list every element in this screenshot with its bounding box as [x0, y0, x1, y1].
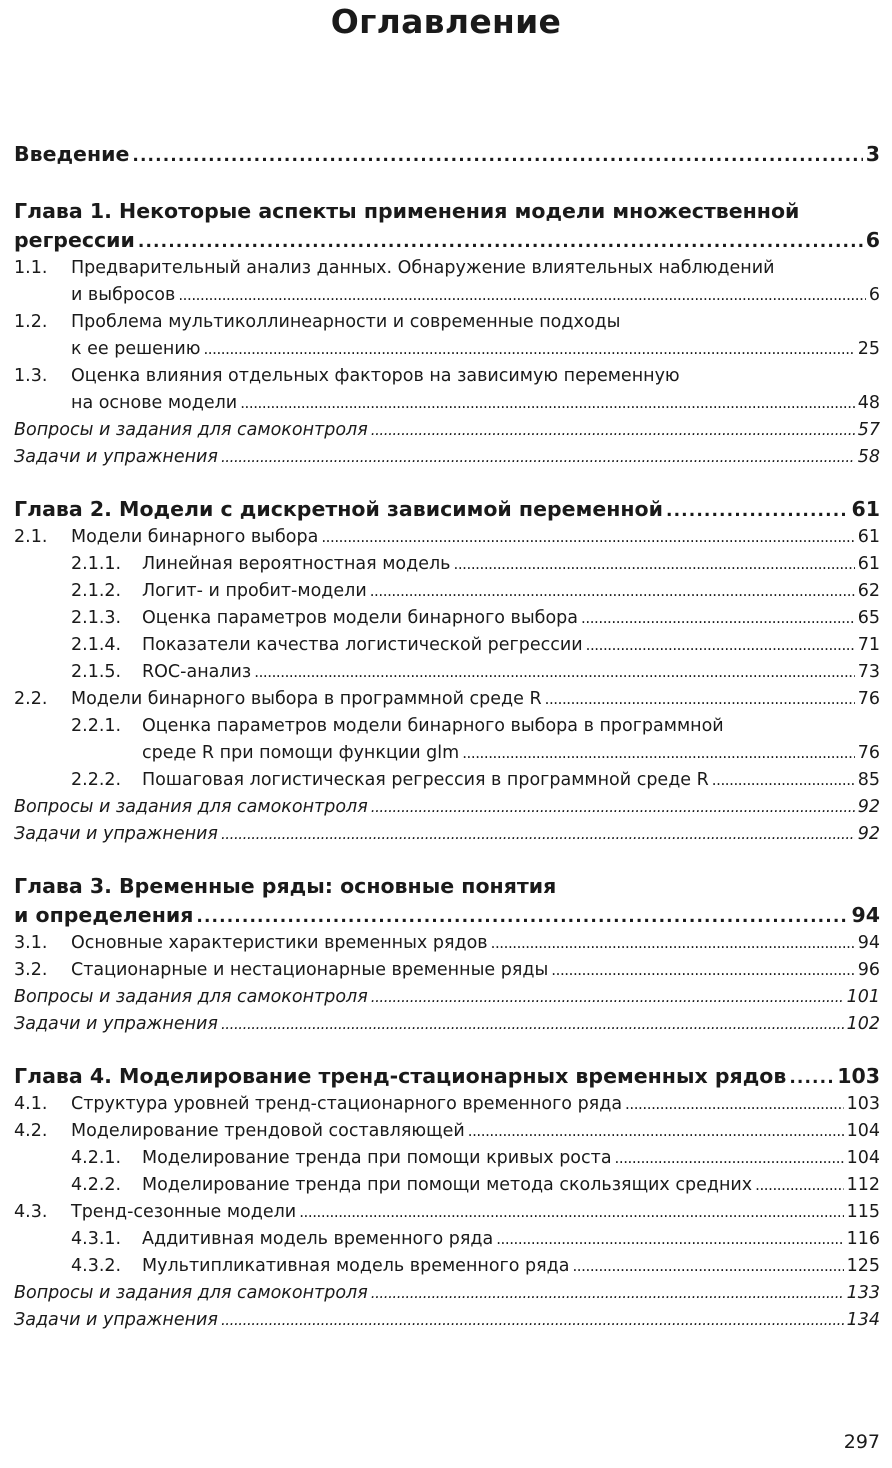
section-number: 1.2. [14, 312, 48, 332]
table-of-contents [14, 140, 880, 1334]
toc-entry-2-1-2[interactable] [14, 578, 880, 605]
entry-title: Задачи и упражнения [14, 1014, 218, 1034]
leader-dots [625, 1091, 844, 1118]
leader-dots [196, 901, 848, 932]
leader-dots [371, 417, 855, 444]
page-number: 92 [857, 824, 880, 844]
page-number: 48 [857, 393, 880, 413]
leader-dots [221, 1307, 844, 1334]
entry-title: Моделирование тренда при помощи метода скользящих средних [142, 1175, 753, 1195]
entry-title: Логит- и пробит-модели [142, 581, 367, 601]
section-number: 4.2.2. [71, 1175, 122, 1195]
page-number: 103 [846, 1094, 880, 1114]
page-number: 65 [857, 608, 880, 628]
leader-dots [132, 140, 862, 171]
page-folio: 297 [843, 1431, 880, 1453]
toc-entry-2-exercises[interactable] [14, 821, 880, 848]
toc-entry-3-exercises[interactable] [14, 1011, 880, 1038]
toc-entry-2-1-5[interactable] [14, 659, 880, 686]
page-number: 103 [837, 1064, 880, 1088]
toc-entry-4-2-2[interactable] [14, 1172, 880, 1199]
section-number: 4.2. [14, 1121, 48, 1141]
toc-entry-3-2[interactable] [14, 957, 880, 984]
entry-title-cont: на основе модели [71, 393, 238, 413]
leader-dots [370, 578, 855, 605]
page-number: 61 [857, 554, 880, 574]
chapter-title-line2: регрессии [14, 228, 135, 252]
section-number: 2.1.3. [71, 608, 122, 628]
entry-title: Вопросы и задания для самоконтроля [14, 1283, 368, 1303]
toc-chapter-1[interactable] [14, 197, 880, 255]
entry-title: Задачи и упражнения [14, 824, 218, 844]
entry-title: Основные характеристики временных рядов [71, 933, 488, 953]
page-number: 71 [857, 635, 880, 655]
page-number: 94 [851, 903, 880, 927]
toc-entry-2-1-3[interactable] [14, 605, 880, 632]
page-number: 115 [846, 1202, 880, 1222]
section-number: 2.2.1. [71, 716, 122, 736]
section-number: 2.1.4. [71, 635, 122, 655]
toc-entry-3-1[interactable] [14, 930, 880, 957]
leader-dots [581, 605, 855, 632]
leader-dots [254, 659, 854, 686]
section-number: 2.1.2. [71, 581, 122, 601]
toc-entry-4-questions[interactable] [14, 1280, 880, 1307]
entry-title: Показатели качества логистической регрессии [142, 635, 583, 655]
entry-title: Модели бинарного выбора в программной среде R [71, 689, 542, 709]
page-number: 6 [865, 228, 880, 252]
section-number: 4.3. [14, 1202, 48, 1222]
toc-entry-3-questions[interactable] [14, 984, 880, 1011]
page-number: 3 [865, 142, 880, 166]
leader-dots [468, 1118, 844, 1145]
section-number: 2.1.1. [71, 554, 122, 574]
leader-dots [299, 1199, 843, 1226]
leader-dots [615, 1145, 844, 1172]
entry-title: Задачи и упражнения [14, 447, 218, 467]
leader-dots [491, 930, 855, 957]
page-number: 96 [857, 960, 880, 980]
toc-entry-introduction[interactable] [14, 140, 880, 169]
chapter-title: Глава 2. Модели с дискретной зависимой переменной [14, 497, 664, 521]
toc-entry-4-3[interactable] [14, 1199, 880, 1226]
toc-entry-1-1[interactable] [14, 255, 880, 309]
page-number: 85 [857, 770, 880, 790]
section-number: 1.3. [14, 366, 48, 386]
leader-dots [371, 1280, 844, 1307]
toc-entry-1-2[interactable] [14, 309, 880, 363]
section-number: 4.3.2. [71, 1256, 122, 1276]
toc-entry-2-2-1[interactable] [14, 713, 880, 767]
chapter-title-line2: и определения [14, 903, 194, 927]
entry-title: Мультипликативная модель временного ряда [142, 1256, 570, 1276]
leader-dots [371, 794, 855, 821]
leader-dots [221, 1011, 844, 1038]
page-number: 73 [857, 662, 880, 682]
section-number: 4.1. [14, 1094, 48, 1114]
leader-dots [496, 1226, 843, 1253]
entry-title: Оценка параметров модели бинарного выбора [142, 608, 579, 628]
entry-title: Модели бинарного выбора [71, 527, 319, 547]
leader-dots [240, 390, 855, 417]
page-number: 62 [857, 581, 880, 601]
leader-dots [712, 767, 855, 794]
leader-dots [221, 444, 855, 471]
chapter-title-line1: Глава 1. Некоторые аспекты применения модели множественной [14, 199, 800, 223]
page-number: 61 [857, 527, 880, 547]
page-number: 133 [846, 1283, 880, 1303]
leader-dots [178, 282, 866, 309]
page-title: Оглавление [330, 2, 562, 41]
leader-dots [321, 524, 854, 551]
entry-title: Структура уровней тренд-стационарного временного ряда [71, 1094, 623, 1114]
toc-entry-2-2-2[interactable] [14, 767, 880, 794]
toc-entry-1-3[interactable] [14, 363, 880, 417]
toc-entry-4-3-1[interactable] [14, 1226, 880, 1253]
section-number: 2.2. [14, 689, 48, 709]
section-number: 4.2.1. [71, 1148, 122, 1168]
entry-title: Пошаговая логистическая регрессия в программной среде R [142, 770, 709, 790]
toc-chapter-2[interactable] [14, 495, 880, 524]
entry-title: Введение [14, 142, 130, 166]
leader-dots [371, 984, 844, 1011]
page-number: 58 [857, 447, 880, 467]
page-number: 125 [846, 1256, 880, 1276]
toc-entry-4-2-1[interactable] [14, 1145, 880, 1172]
toc-entry-2-1-1[interactable] [14, 551, 880, 578]
page-number: 104 [846, 1121, 880, 1141]
entry-title: Задачи и упражнения [14, 1310, 218, 1330]
entry-title: Оценка влияния отдельных факторов на зависимую переменную [71, 366, 680, 386]
entry-title: Вопросы и задания для самоконтроля [14, 987, 368, 1007]
toc-chapter-4[interactable] [14, 1062, 880, 1091]
entry-title-cont: и выбросов [71, 285, 176, 305]
entry-title: Тренд-сезонные модели [71, 1202, 297, 1222]
page-number: 134 [846, 1310, 880, 1330]
page-number: 104 [846, 1148, 880, 1168]
leader-dots [545, 686, 855, 713]
page-number: 102 [846, 1014, 880, 1034]
page-number: 25 [857, 339, 880, 359]
page-number: 76 [857, 689, 880, 709]
page-number: 112 [846, 1175, 880, 1195]
entry-title: Линейная вероятностная модель [142, 554, 451, 574]
toc-entry-2-1[interactable] [14, 524, 880, 551]
toc-entry-2-1-4[interactable] [14, 632, 880, 659]
entry-title-cont: к ее решению [71, 339, 201, 359]
leader-dots [666, 495, 848, 526]
leader-dots [453, 551, 854, 578]
section-number: 3.1. [14, 933, 48, 953]
leader-dots [138, 226, 863, 257]
page-number: 6 [868, 285, 880, 305]
entry-title: Оценка параметров модели бинарного выбора в программной [142, 716, 724, 736]
toc-entry-4-3-2[interactable] [14, 1253, 880, 1280]
section-number: 1.1. [14, 258, 48, 278]
section-number: 2.1. [14, 527, 48, 547]
page-number: 94 [857, 933, 880, 953]
toc-entry-4-2[interactable] [14, 1118, 880, 1145]
leader-dots [221, 821, 855, 848]
chapter-title-line1: Глава 3. Временные ряды: основные понятия [14, 874, 557, 898]
toc-chapter-3[interactable] [14, 872, 880, 930]
toc-entry-2-2[interactable] [14, 686, 880, 713]
section-number: 2.1.5. [71, 662, 122, 682]
entry-title: Аддитивная модель временного ряда [142, 1229, 494, 1249]
toc-entry-4-exercises[interactable] [14, 1307, 880, 1334]
entry-title: Предварительный анализ данных. Обнаружение влиятельных наблюдений [71, 258, 775, 278]
page-number: 92 [857, 797, 880, 817]
page-number: 76 [857, 743, 880, 763]
leader-dots [551, 957, 854, 984]
entry-title: Моделирование трендовой составляющей [71, 1121, 465, 1141]
toc-entry-4-1[interactable] [14, 1091, 880, 1118]
entry-title: Вопросы и задания для самоконтроля [14, 420, 368, 440]
leader-dots [462, 740, 855, 767]
page-number: 61 [851, 497, 880, 521]
section-number: 3.2. [14, 960, 48, 980]
section-number: 4.3.1. [71, 1229, 122, 1249]
section-number: 2.2.2. [71, 770, 122, 790]
toc-entry-2-questions[interactable] [14, 794, 880, 821]
entry-title: Вопросы и задания для самоконтроля [14, 797, 368, 817]
leader-dots [586, 632, 855, 659]
entry-title: Проблема мультиколлинеарности и современные подходы [71, 312, 621, 332]
leader-dots [789, 1062, 834, 1093]
leader-dots [755, 1172, 843, 1199]
chapter-title: Глава 4. Моделирование тренд-стационарных временных рядов [14, 1064, 787, 1088]
entry-title: ROC-анализ [142, 662, 252, 682]
toc-entry-1-questions[interactable] [14, 417, 880, 444]
toc-entry-1-exercises[interactable] [14, 444, 880, 471]
leader-dots [572, 1253, 843, 1280]
page-number: 101 [846, 987, 880, 1007]
entry-title-cont: среде R при помощи функции glm [142, 743, 460, 763]
entry-title: Стационарные и нестационарные временные ряды [71, 960, 549, 980]
entry-title: Моделирование тренда при помощи кривых роста [142, 1148, 612, 1168]
leader-dots [203, 336, 854, 363]
page-number: 116 [846, 1229, 880, 1249]
page-number: 57 [857, 420, 880, 440]
